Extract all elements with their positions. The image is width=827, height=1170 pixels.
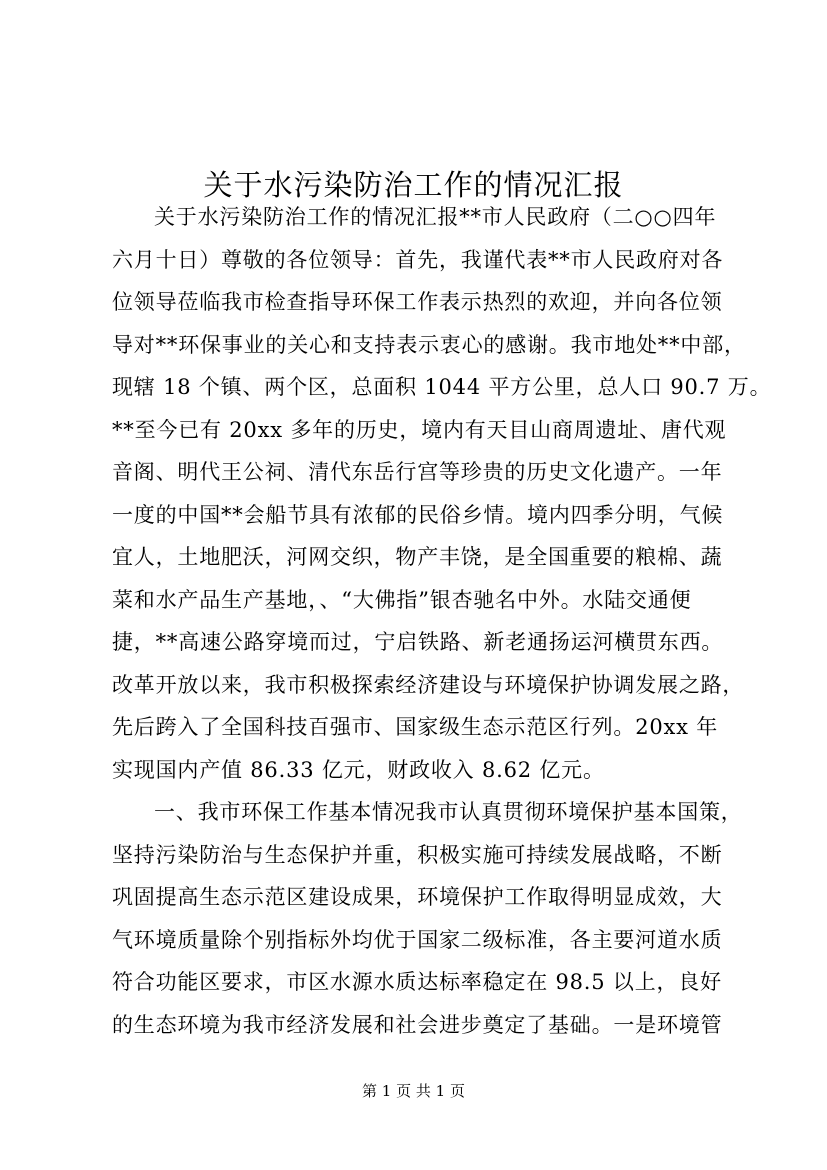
body-line: **至今已有 20xx 多年的历史，境内有天目山商周遗址、唐代观 (112, 417, 727, 442)
body-line: 的生态环境为我市经济发展和社会进步奠定了基础。一是环境管 (112, 1012, 723, 1037)
body-line: 音阁、明代王公祠、清代东岳行宫等珍贵的历史文化遗产。一年 (112, 460, 723, 484)
body-line: 菜和水产品生产基地，、“大佛指”银杏驰名中外。水陆交通便 (112, 587, 692, 612)
body-line: 六月十日）尊敬的各位领导：首先，我谨代表**市人民政府对各 (112, 247, 724, 272)
body-line: 符合功能区要求，市区水源水质达标率稳定在 98.5 以上，良好 (112, 970, 722, 994)
body-line: 一度的中国**会船节具有浓郁的民俗乡情。境内四季分明，气候 (112, 502, 724, 527)
body-line: 关于水污染防治工作的情况汇报**市人民政府（二○○四年 (154, 205, 717, 229)
body-line: 宜人，土地肥沃，河网交织，物产丰饶，是全国重要的粮棉、蔬 (112, 545, 723, 569)
body-line: 位领导莅临我市检查指导环保工作表示热烈的欢迎，并向各位领 (112, 290, 723, 314)
body-line: 现辖 18 个镇、两个区，总面积 1044 平方公里，总人口 90.7 万。 (112, 375, 772, 399)
page-footer: 第 1 页 共 1 页 (362, 1082, 465, 1100)
document-body (112, 196, 772, 1046)
body-line: 捷，**高速公路穿境而过，宁启铁路、新老通扬运河横贯东西。 (112, 630, 724, 654)
body-line: 实现国内产值 86.33 亿元，财政收入 8.62 亿元。 (112, 757, 605, 782)
document-title: 关于水污染防治工作的情况汇报 (203, 168, 624, 203)
body-line: 坚持污染防治与生态保护并重，积极实施可持续发展战略，不断 (112, 842, 723, 867)
body-line: 气环境质量除个别指标外均优于国家二级标准，各主要河道水质 (112, 927, 723, 952)
body-line: 巩固提高生态示范区建设成果，环境保护工作取得明显成效，大 (112, 885, 723, 909)
body-line: 导对**环保事业的关心和支持表示衷心的感谢。我市地处**中部， (112, 332, 746, 357)
body-line: 一、我市环保工作基本情况我市认真贯彻环境保护基本国策， (154, 800, 743, 824)
body-line: 先后跨入了全国科技百强市、国家级生态示范区行列。20xx 年 (112, 715, 719, 739)
body-line: 改革开放以来，我市积极探索经济建设与环境保护协调发展之路， (112, 672, 745, 697)
